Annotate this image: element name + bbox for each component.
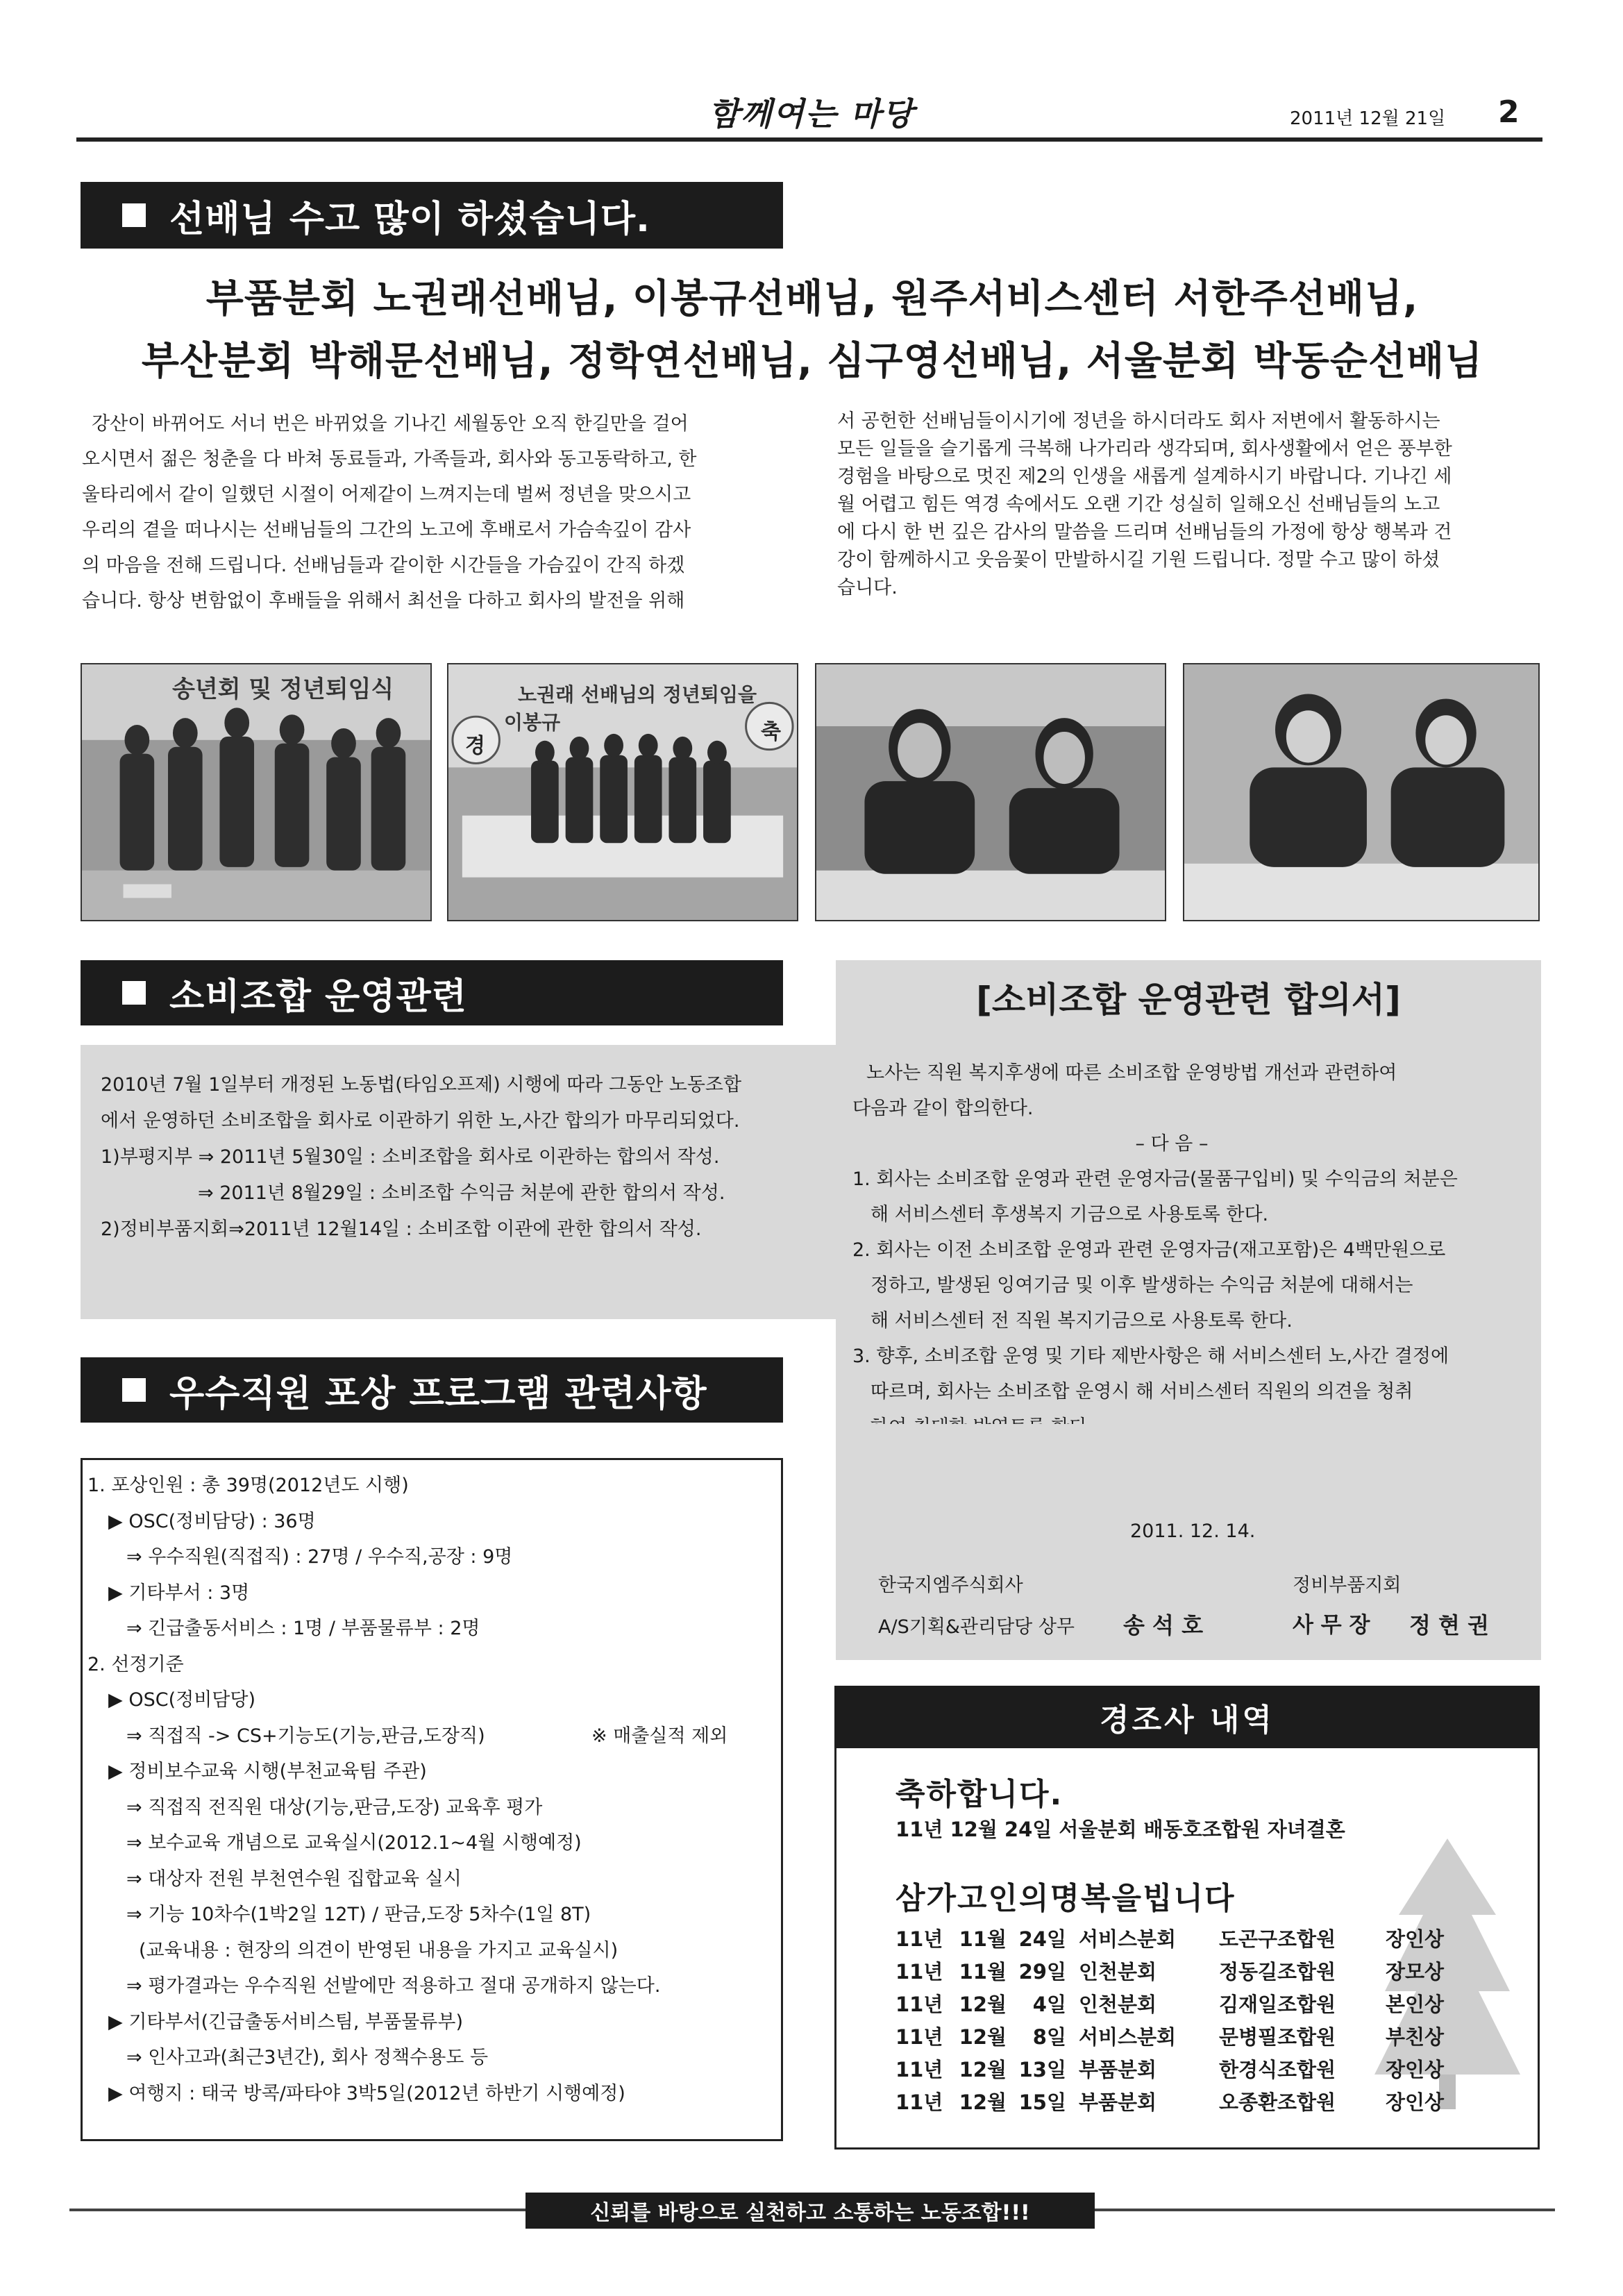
agreement-body xyxy=(852,1055,1533,1445)
page-number: 2 xyxy=(1498,94,1520,130)
cell: 도곤구조합원 xyxy=(1219,1927,1336,1951)
agreement-title: [소비조합 운영관련 합의서] xyxy=(976,980,1401,1020)
list-item: ▶ OSC(정비담당) xyxy=(108,1689,255,1711)
cell: 12월 xyxy=(959,2090,1007,2114)
cell: 서비스분회 xyxy=(1079,1927,1177,1951)
list-item: ⇒ 우수직원(직접직) : 27명 / 우수직,공장 : 9명 xyxy=(126,1546,513,1568)
list-item: ⇒ 보수교육 개념으로 교육실시(2012.1~4월 시행예정) xyxy=(126,1832,582,1854)
cell: 24일 xyxy=(1018,1927,1066,1951)
condolence-table xyxy=(895,1923,1520,2119)
text-line: 경험을 바탕으로 멋진 제2의 인생을 새롭게 설계하시기 바랍니다. 기나긴 세 xyxy=(837,466,1452,487)
company-signatory-name: 송 석 호 xyxy=(1123,1612,1204,1639)
cell: 정동길조합원 xyxy=(1219,1960,1336,1984)
cell: 부품분회 xyxy=(1079,2090,1157,2114)
union-name: 정비부품지회 xyxy=(1293,1575,1402,1596)
text-line: 정하고, 발생된 잉여기금 및 이후 발생하는 수익금 처분에 대해서는 xyxy=(871,1275,1413,1296)
square-bullet-icon xyxy=(122,981,146,1005)
section-title: 우수직원 포상 프로그램 관련사항 xyxy=(169,1373,707,1415)
text-line: 2. 회사는 이전 소비조합 운영과 관련 운영자금(재고포함)은 4백만원으로 xyxy=(852,1239,1446,1261)
photo-retirees-seated xyxy=(815,663,1166,921)
list-item: (교육내용 : 현장의 의견이 반영된 내용을 가지고 교육실시) xyxy=(139,1939,619,1961)
section-bar-award-program xyxy=(81,1357,783,1423)
photo-banner-right-char: 축 xyxy=(761,720,781,744)
section-bar-retirement xyxy=(81,182,783,249)
text-line: 울타리에서 같이 일했던 시절이 어제같이 느껴지는데 벌써 정년을 맞으시고 xyxy=(82,484,691,505)
list-item-note: ※ 매출실적 제외 xyxy=(591,1725,728,1747)
cell: 부친상 xyxy=(1386,2025,1445,2049)
issue-date: 2011년 12월 21일 xyxy=(1290,108,1446,129)
cell: 12월 xyxy=(959,1993,1007,2016)
union-signatory-name: 정 현 권 xyxy=(1409,1612,1490,1639)
text-line: 다음과 같이 합의한다. xyxy=(852,1098,1034,1119)
cell: 12월 xyxy=(959,2058,1007,2081)
condolence-title: 삼가고인의명복을빕니다 xyxy=(895,1881,1236,1916)
cell: 4일 xyxy=(1032,1993,1066,2016)
condolence-row xyxy=(895,2086,1520,2119)
header-rule xyxy=(76,137,1542,142)
text-line: 습니다. xyxy=(837,577,898,598)
award-program-list xyxy=(87,1468,779,2111)
list-item: ▶ 정비보수교육 시행(부천교육팀 주관) xyxy=(108,1761,427,1782)
section-title: 선배님 수고 많이 하셨습니다. xyxy=(169,198,650,240)
condolence-row xyxy=(895,1956,1520,1988)
headline-line-1: 부품분회 노권래선배님, 이봉규선배님, 원주서비스센터 서한주선배님, xyxy=(205,276,1419,321)
cell: 11월 xyxy=(959,1960,1007,1984)
text-line: 에 다시 한 번 깊은 감사의 말씀을 드리며 선배님들의 가정에 항상 행복과 건 xyxy=(837,521,1452,543)
text-line: 에서 운영하던 소비조합을 회사로 이관하기 위한 노,사간 합의가 마무리되었다. xyxy=(101,1110,740,1132)
cell: 문병필조합원 xyxy=(1219,2025,1336,2049)
cell: 인천분회 xyxy=(1079,1993,1157,2016)
text-line: 월 어렵고 힘든 역경 속에서도 오랜 기간 성실히 일해오신 선배님들의 노고 xyxy=(837,494,1440,515)
list-item: ▶ 기타부서(긴급출동서비스팀, 부품물류부) xyxy=(108,2011,463,2033)
agreement-date: 2011. 12. 14. xyxy=(1130,1520,1256,1542)
company-name: 한국지엠주식회사 xyxy=(878,1575,1023,1596)
cell: 8일 xyxy=(1032,2025,1066,2049)
text-line: 강산이 바뀌어도 서너 번은 바뀌었을 기나긴 세월동안 오직 한길만을 걸어 xyxy=(92,413,689,435)
text-line: 1)부평지부 ⇒ 2011년 5월30일 : 소비조합을 회사로 이관하는 합의서 작성. xyxy=(101,1146,720,1168)
headline-line-2: 부산분회 박해문선배님, 정학연선배님, 심구영선배님, 서울분회 박동순선배님 xyxy=(141,339,1483,384)
list-item: ▶ OSC(정비담당) : 36명 xyxy=(108,1510,316,1532)
cell: 11년 xyxy=(895,1960,943,1984)
text-line: 2010년 7월 1일부터 개정된 노동법(타임오프제) 시행에 따라 그동안 노동조합 xyxy=(101,1074,742,1096)
condolence-row xyxy=(895,1923,1520,1956)
cell: 11월 xyxy=(959,1927,1007,1951)
text-line: 서 공헌한 선배님들이시기에 정년을 하시더라도 회사 저변에서 활동하시는 xyxy=(837,410,1440,432)
article-right-column xyxy=(837,406,1542,602)
cell: 본인상 xyxy=(1386,1993,1445,2016)
photo-retirement-party xyxy=(81,663,432,921)
cell: 장인상 xyxy=(1386,1927,1445,1951)
list-item: 2. 선정기준 xyxy=(87,1653,184,1675)
text-line: 해 서비스센터 후생복지 기금으로 사용토록 한다. xyxy=(871,1204,1269,1225)
condolence-row xyxy=(895,2021,1520,2054)
text-line: 해 서비스센터 전 직원 복지기금으로 사용토록 한다. xyxy=(871,1310,1293,1332)
cell: 한경식조합원 xyxy=(1219,2058,1336,2081)
cell: 부품분회 xyxy=(1079,2058,1157,2081)
cell: 15일 xyxy=(1018,2090,1066,2114)
cell: 11년 xyxy=(895,1993,943,2016)
newsletter-title: 함께여는 마당 xyxy=(708,95,915,133)
coop-summary-text xyxy=(101,1067,809,1248)
cell: 13일 xyxy=(1018,2058,1066,2081)
section-bar-coop xyxy=(81,960,783,1025)
photo-ceremony xyxy=(447,663,798,921)
text-line: 의 마음을 전해 드립니다. 선배님들과 같이한 시간들을 가슴깊이 간직 하겠 xyxy=(82,555,685,576)
cell: 김재일조합원 xyxy=(1219,1993,1336,2016)
photo-banner-left-char: 경 xyxy=(465,734,485,758)
text-line: 3. 향후, 소비조합 운영 및 기타 제반사항은 해 서비스센터 노,사간 결정에 xyxy=(852,1346,1449,1367)
text-line: 우리의 곁을 떠나시는 선배님들의 그간의 노고에 후배로서 가슴속깊이 감사 xyxy=(82,519,691,541)
cell: 12월 xyxy=(959,2025,1007,2049)
photo-banner-subtext: 이봉규 xyxy=(504,711,561,734)
list-item: ⇒ 평가결과는 우수직원 선발에만 적용하고 절대 공개하지 않는다. xyxy=(126,1975,661,1997)
photo-banner-text: 송년회 및 정년퇴임식 xyxy=(172,676,394,703)
events-header: 경조사 내역 xyxy=(834,1686,1540,1748)
photo-banner-text: 노권래 선배님의 정년퇴임을 xyxy=(518,683,757,706)
article-left-column xyxy=(82,406,790,619)
list-item: ⇒ 긴급출동서비스 : 1명 / 부품물류부 : 2명 xyxy=(126,1618,480,1639)
company-signatory-role: A/S기획&관리담당 상무 xyxy=(878,1616,1075,1638)
cell: 11년 xyxy=(895,2025,943,2049)
cell: 장인상 xyxy=(1386,2058,1445,2081)
photo-retiree-couple xyxy=(1183,663,1540,921)
list-item: ⇒ 기능 10차수(1박2일 12T) / 판금,도장 5차수(1일 8T) xyxy=(126,1904,591,1925)
text-line: 오시면서 젊은 청춘을 다 바쳐 동료들과, 가족들과, 회사와 동고동락하고, 한 xyxy=(82,449,697,470)
cell: 서비스분회 xyxy=(1079,2025,1177,2049)
text-line: – 다 음 – xyxy=(1135,1133,1209,1155)
footer-slogan: 신뢰를 바탕으로 실천하고 소통하는 노동조합!!! xyxy=(525,2193,1095,2229)
text-line: 2)정비부품지회⇒2011년 12월14일 : 소비조합 이관에 관한 합의서 작성. xyxy=(101,1218,702,1240)
square-bullet-icon xyxy=(122,1378,146,1402)
square-bullet-icon xyxy=(122,203,146,227)
union-signatory-role: 사 무 장 xyxy=(1293,1613,1370,1638)
cell: 오종환조합원 xyxy=(1219,2090,1336,2114)
list-item: ⇒ 인사고과(최근3년간), 회사 정책수용도 등 xyxy=(126,2047,489,2068)
congrats-line: 11년 12월 24일 서울분회 배동호조합원 자녀결혼 xyxy=(895,1818,1345,1841)
cell: 29일 xyxy=(1018,1960,1066,1984)
congrats-title: 축하합니다. xyxy=(895,1777,1063,1812)
text-line: 강이 함께하시고 웃음꽃이 만발하시길 기원 드립니다. 정말 수고 많이 하셨 xyxy=(837,549,1440,571)
list-item: ▶ 여행지 : 태국 방콕/파타야 3박5일(2012년 하반기 시행예정) xyxy=(108,2082,625,2104)
condolence-row xyxy=(895,2054,1520,2086)
cell: 장인상 xyxy=(1386,2090,1445,2114)
text-line: ⇒ 2011년 8월29일 : 소비조합 수익금 처분에 관한 합의서 작성. xyxy=(198,1182,725,1204)
text-line: 노사는 직원 복지후생에 따른 소비조합 운영방법 개선과 관련하여 xyxy=(866,1062,1397,1084)
cell: 11년 xyxy=(895,2090,943,2114)
cell: 11년 xyxy=(895,1927,943,1951)
text-line: 1. 회사는 소비조합 운영과 관련 운영자금(물품구입비) 및 수익금의 처분은 xyxy=(852,1168,1458,1190)
cell: 인천분회 xyxy=(1079,1960,1157,1984)
list-item xyxy=(87,1718,779,1754)
list-item: ⇒ 직접직 전직원 대상(기능,판금,도장) 교육후 평가 xyxy=(126,1796,543,1818)
list-item: 1. 포상인원 : 총 39명(2012년도 시행) xyxy=(87,1475,409,1496)
list-item: ▶ 기타부서 : 3명 xyxy=(108,1582,250,1604)
section-title: 소비조합 운영관련 xyxy=(169,975,467,1018)
cell: 11년 xyxy=(895,2058,943,2081)
text-line: 모든 일들을 슬기롭게 극복해 나가리라 생각되며, 회사생활에서 얻은 풍부한 xyxy=(837,438,1452,460)
condolence-row xyxy=(895,1988,1520,2021)
text-line: 따르며, 회사는 소비조합 운영시 해 서비스센터 직원의 의견을 청취 xyxy=(871,1381,1413,1402)
cell: 장모상 xyxy=(1386,1960,1445,1984)
list-item-text: ⇒ 직접직 -> CS+기능도(기능,판금,도장직) xyxy=(126,1725,485,1747)
text-line: 습니다. 항상 변함없이 후배들을 위해서 최선을 다하고 회사의 발전을 위해 xyxy=(82,590,685,612)
list-item: ⇒ 대상자 전원 부천연수원 집합교육 실시 xyxy=(126,1868,462,1890)
